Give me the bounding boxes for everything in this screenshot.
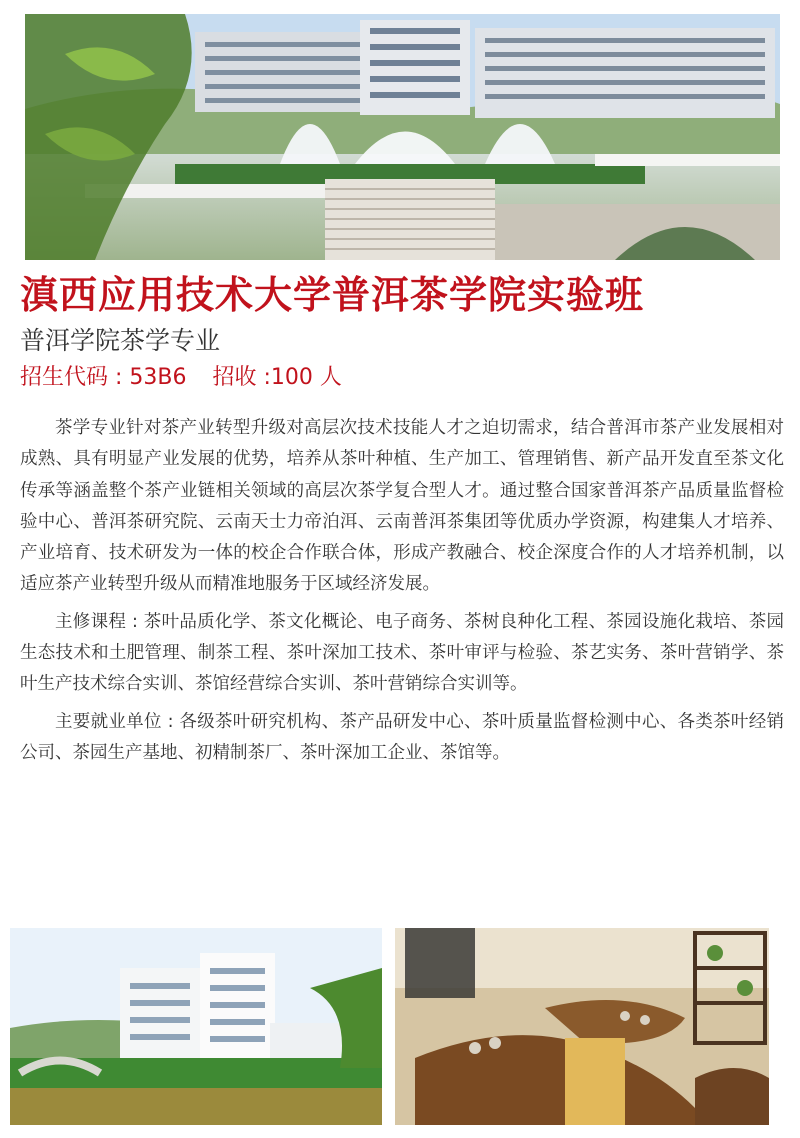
courses-paragraph: 主修课程 : 茶叶品质化学、茶文化概论、电子商务、茶树良种化工程、茶园设施化栽培、茶园生态技术和土肥管理、制茶工程、茶叶深加工技术、茶叶审评与检验、茶艺实务、茶叶营销学、茶叶生产技术综合实训、茶馆经营综合实训、茶叶营销综合实训等。 (20, 611, 784, 695)
intro-paragraph: 茶学专业针对茶产业转型升级对高层次技术技能人才之迫切需求，结合普洱市茶产业发展相对成熟、具有明显产业发展的优势，培养从茶叶种植、生产加工、管理销售、新产品开发直至茶文化传承等涵盖整个茶产业链相关领域的高层次茶学复合型人才。通过整合国家普洱茶产品质量监督检验中心、普洱茶研究院、云南天士力帝泊洱、云南普洱茶集团等优质办学资源，构建集人才培养、产业培育、技术研发为一体的校企合作联合体，形成产教融合、校企深度合作的人才培养机制，以适应茶产业转型升级从而精准地服务于区域经济发展。 (20, 418, 784, 595)
admission-info (20, 363, 342, 393)
campus-building-photo (10, 928, 382, 1125)
page-title: 滇西应用技术大学普洱茶学院实验班 (20, 273, 645, 317)
campus-hero-photo (25, 14, 780, 260)
admission-quota: 招收 :100 人 (212, 365, 342, 390)
tea-room-photo (395, 928, 769, 1125)
admission-code: 招生代码 : 53B6 (20, 365, 187, 390)
employment-paragraph: 主要就业单位 : 各级茶叶研究机构、茶产品研发中心、茶叶质量监督检测中心、各类茶叶经销公司、茶园生产基地、初精制茶厂、茶叶深加工企业、茶馆等。 (20, 711, 784, 763)
program-description (20, 413, 784, 775)
page-subtitle: 普洱学院茶学专业 (20, 326, 221, 355)
